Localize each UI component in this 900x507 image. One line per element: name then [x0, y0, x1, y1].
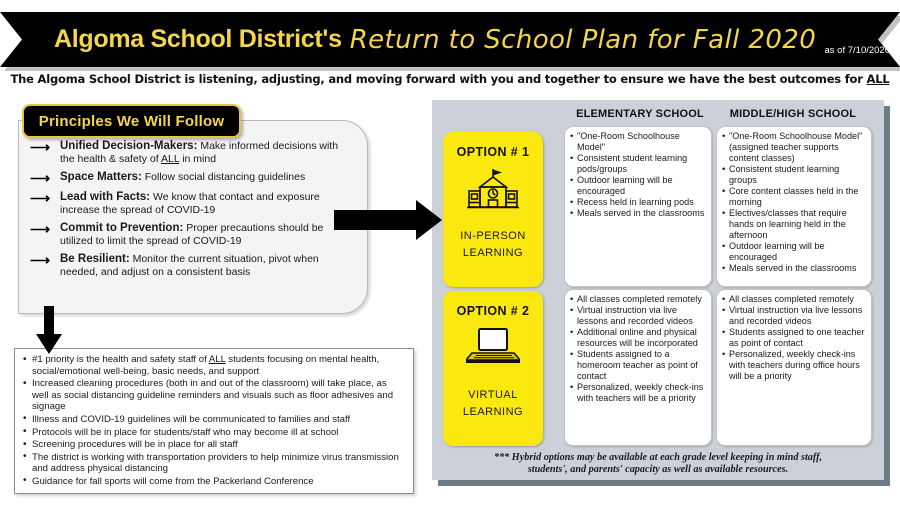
down-arrow-icon: [36, 306, 62, 354]
principle-text: [60, 222, 350, 247]
principle-body: Make informed decisions with the health & safety of: [60, 140, 339, 165]
option-1-tile[interactable]: [443, 132, 543, 287]
hybrid-footnote-line1: *** Hybrid options may be available at each grade level keeping in mind staff,: [493, 452, 823, 463]
right-arrow-icon-large: [334, 200, 442, 240]
list-item: • "One-Room Schoolhouse Model": [570, 131, 706, 153]
option-1-mode-line2: LEARNING: [462, 247, 524, 259]
principles-badge: [22, 104, 241, 138]
list-item: • All classes completed remotely: [722, 294, 866, 305]
principle-body: Proper precautions should be utilized to limit the spread of COVID-19: [60, 222, 324, 247]
column-header-elementary: ELEMENTARY SCHOOL: [576, 108, 704, 120]
principle-text: [60, 140, 350, 165]
page-title-script: Return to School Plan for Fall 2020: [349, 24, 817, 55]
list-item: • Meals served in the classrooms: [722, 263, 866, 274]
option-2-label: OPTION # 2: [456, 304, 530, 318]
option-1-middle-high-card: [716, 126, 872, 287]
list-item: • Consistent student learning groups: [722, 164, 866, 186]
principle-item: [30, 140, 350, 165]
principle-body: Monitor the current situation, pivot when needed, and adjust on a consistent basis: [60, 253, 319, 278]
principle-heading: Unified Decision-Makers:: [60, 140, 198, 152]
right-arrow-icon: ⟶: [30, 190, 51, 206]
principle-heading: Space Matters:: [60, 171, 142, 183]
note-text-end: students focusing on mental health, social/emotional well-being, basic needs, and support: [32, 354, 380, 377]
list-item: • Students assigned to a homeroom teacher as point of contact: [570, 349, 706, 382]
list-item: • Electives/classes that require hands on learning held in the afternoon: [722, 208, 866, 241]
principle-item: [30, 253, 350, 278]
subtitle-emphasis: ALL: [866, 72, 890, 86]
principle-body: Follow social distancing guidelines: [141, 171, 306, 183]
list-item: • Recess held in learning pods: [570, 197, 706, 208]
list-item: • Personalized, weekly check-ins with teachers will be a priority: [570, 382, 706, 404]
note-text: Increased cleaning procedures (both in and out of the classroom) will take place, as well as social distancing guideline reminders and visuals such as floor adhesives and signage: [32, 378, 394, 413]
option-1-elementary-card: [564, 126, 712, 287]
note-emphasis: ALL: [208, 354, 226, 365]
column-header-middle-high: MIDDLE/HIGH SCHOOL: [729, 108, 857, 120]
subtitle-text: The Algoma School District is listening, adjusting, and moving forward with you and together to ensure we have the best outcomes for: [10, 72, 867, 86]
note-text: #1 priority is the health and safety staff of: [32, 354, 209, 365]
principles-badge-label: Principles We Will Follow: [38, 112, 225, 130]
list-item: • Students assigned to one teacher as point of contact: [722, 327, 866, 349]
list-item: • "One-Room Schoolhouse Model" (assigned teacher supports content classes): [722, 131, 866, 164]
principle-heading: Commit to Prevention:: [60, 222, 184, 234]
hybrid-footnote-line2: students', and parents' capacity as well as available resources.: [527, 464, 789, 475]
list-item: • Virtual instruction via live lessons and recorded videos: [570, 305, 706, 327]
list-item: [23, 378, 405, 413]
principle-item: [30, 171, 350, 185]
principle-text: [60, 191, 350, 216]
header-banner: [0, 12, 900, 67]
list-item: • Consistent student learning pods/groups: [570, 153, 706, 175]
subtitle: [0, 72, 900, 86]
option-2-mode: [463, 387, 523, 421]
as-of-date: as of 7/10/2020: [824, 45, 890, 56]
principle-item: [30, 191, 350, 216]
list-item: [23, 476, 405, 488]
principle-body-end: in mind: [179, 152, 217, 165]
list-item: [23, 414, 405, 426]
right-arrow-icon: ⟶: [30, 170, 51, 186]
laptop-icon: [466, 327, 520, 365]
page-title-bold: Algoma School District's: [54, 25, 342, 53]
principle-heading: Be Resilient:: [60, 253, 130, 265]
note-text: Screening procedures will be in place for all staff: [32, 439, 238, 451]
principle-emphasis: ALL: [161, 152, 180, 165]
option-2-mode-line2: LEARNING: [462, 406, 524, 418]
hybrid-footnote: [448, 452, 868, 476]
list-item: • Meals served in the classrooms: [570, 208, 706, 219]
list-item: • Additional online and physical resources will be incorporated: [570, 327, 706, 349]
list-item: [23, 439, 405, 451]
note-text: Guidance for fall sports will come from the Packerland Conference: [32, 475, 314, 487]
list-item: • All classes completed remotely: [570, 294, 706, 305]
list-item: • Outdoor learning will be encouraged: [570, 175, 706, 197]
option-2-elementary-card: [564, 289, 712, 446]
right-arrow-icon: ⟶: [30, 252, 51, 268]
option-2-tile[interactable]: [443, 291, 543, 446]
option-1-mode-line1: IN-PERSON: [460, 230, 526, 242]
right-arrow-icon: ⟶: [30, 221, 51, 237]
list-item: [23, 427, 405, 439]
list-item: [23, 354, 405, 377]
option-2-mode-line1: VIRTUAL: [468, 389, 518, 401]
general-notes-box: [14, 348, 414, 494]
list-item: • Virtual instruction via live lessons and recorded videos: [722, 305, 866, 327]
option-1-mode: [460, 228, 526, 262]
note-text: Protocols will be in place for students/staff who may become ill at school: [32, 426, 339, 438]
list-item: [23, 452, 405, 475]
principle-item: [30, 222, 350, 247]
school-building-icon: [466, 168, 520, 212]
principle-body: We know that contact and exposure increase the spread of COVID-19: [60, 191, 320, 216]
option-1-label: OPTION # 1: [456, 145, 530, 159]
option-2-middle-high-card: [716, 289, 872, 446]
list-item: • Personalized, weekly check-ins with teachers during office hours will be a priority: [722, 349, 866, 382]
right-arrow-icon: ⟶: [30, 139, 51, 155]
principle-text: [60, 171, 350, 184]
note-text: The district is working with transportation providers to help minimize virus transmission and address physical distancing: [32, 451, 399, 475]
principle-text: [60, 253, 350, 278]
principles-list: [30, 140, 350, 284]
note-text: Illness and COVID-19 guidelines will be communicated to families and staff: [32, 413, 351, 425]
principle-heading: Lead with Facts:: [60, 191, 151, 203]
list-item: • Outdoor learning will be encouraged: [722, 241, 866, 263]
list-item: • Core content classes held in the morning: [722, 186, 866, 208]
